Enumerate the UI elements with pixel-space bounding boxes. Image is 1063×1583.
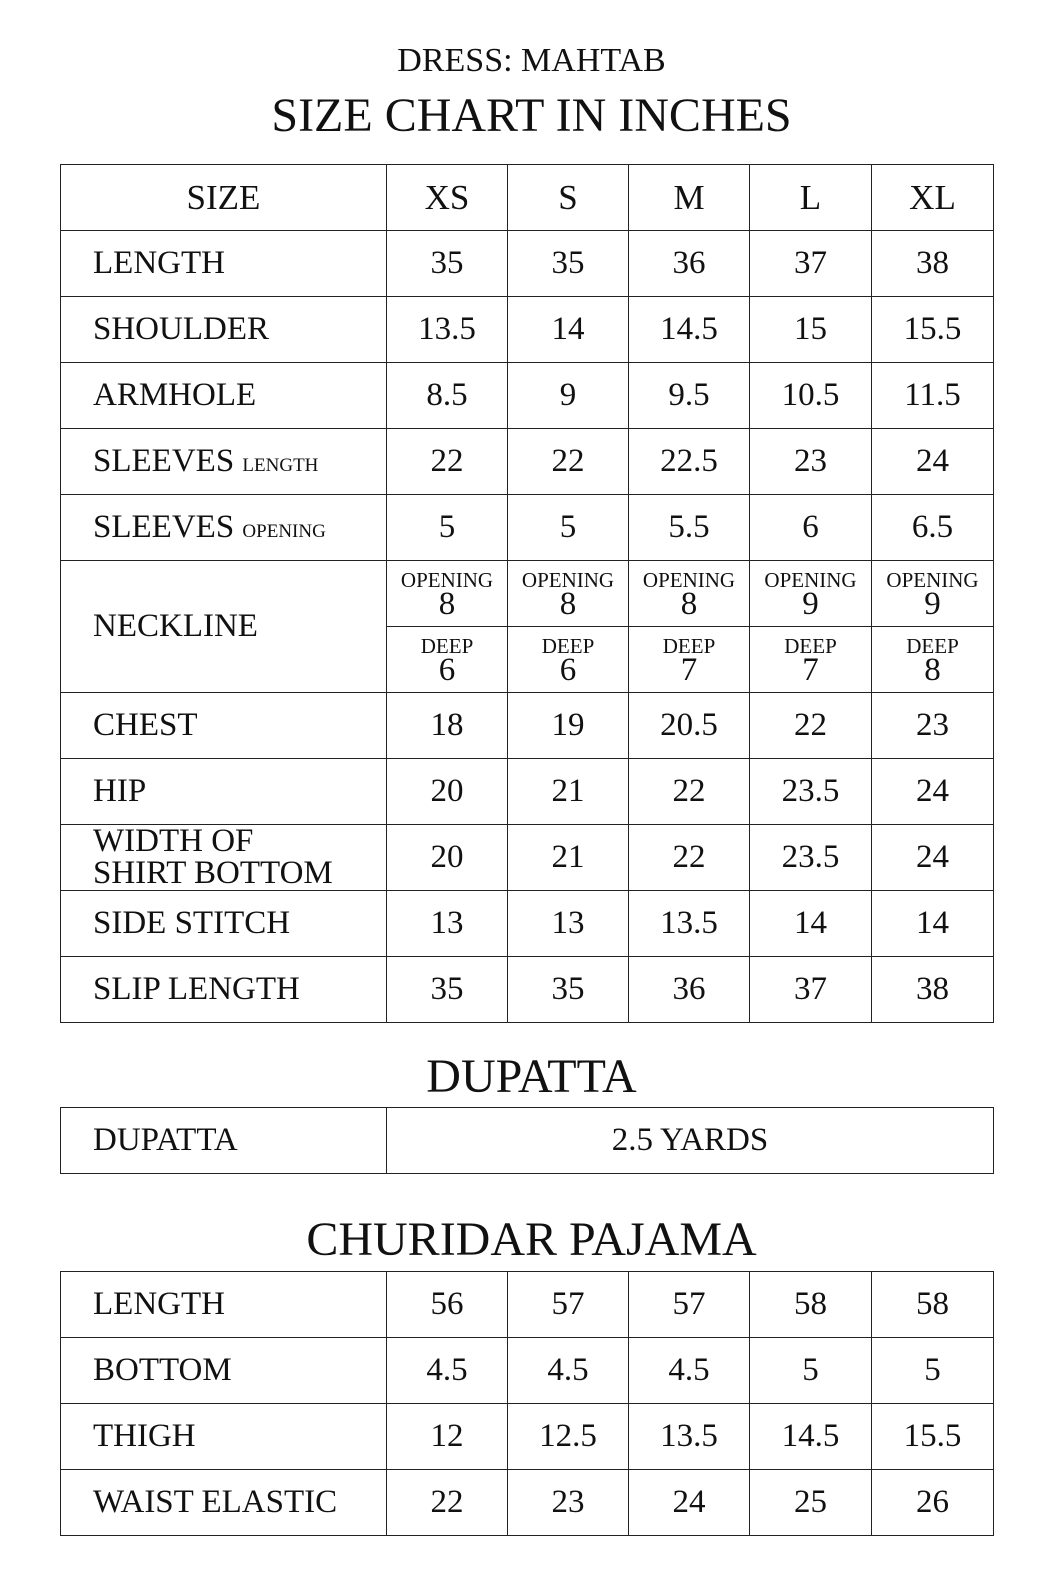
size-header-xs: XS	[387, 165, 508, 231]
deep-value: 6	[559, 651, 577, 688]
cell-value: 35	[387, 957, 508, 1023]
cell-value: 6.5	[872, 495, 994, 561]
row-label-line2: SHIRT BOTTOM	[93, 854, 333, 891]
row-label: LENGTH	[61, 231, 387, 297]
neckline-deep-cell	[750, 627, 872, 693]
row-label: HIP	[61, 759, 387, 825]
table-row-sleeves-length	[61, 429, 994, 495]
cell-value: 9.5	[629, 363, 750, 429]
deep-value: 6	[438, 651, 456, 688]
cell-value: 6	[750, 495, 872, 561]
cell-value: 13	[508, 891, 629, 957]
row-label-sub: OPENING	[242, 521, 326, 542]
row-label-sub: LENGTH	[242, 455, 319, 476]
cell-value: 36	[629, 231, 750, 297]
cell-value: 5.5	[629, 495, 750, 561]
cell-value: 38	[872, 957, 994, 1023]
dress-title: DRESS: MAHTAB	[397, 42, 666, 79]
cell-value: 23.5	[750, 759, 872, 825]
page-title: SIZE CHART IN INCHES	[271, 89, 792, 142]
table-row-shoulder	[61, 297, 994, 363]
deep-label: DEEP	[906, 633, 959, 658]
row-label	[61, 825, 387, 891]
cell-value: 35	[387, 231, 508, 297]
cell-value: 5	[872, 1338, 994, 1404]
deep-label: DEEP	[420, 633, 474, 658]
cell-value: 35	[508, 957, 629, 1023]
size-header-label: SIZE	[61, 165, 387, 231]
row-label: BOTTOM	[61, 1338, 387, 1404]
cell-value: 36	[629, 957, 750, 1023]
churidar-section-title: CHURIDAR PAJAMA	[306, 1213, 757, 1266]
deep-label: DEEP	[784, 633, 837, 658]
cell-value: 24	[629, 1470, 750, 1536]
cell-value: 5	[508, 495, 629, 561]
row-label: CHEST	[61, 693, 387, 759]
cell-value: 5	[750, 1338, 872, 1404]
cell-value: 20.5	[629, 693, 750, 759]
row-label	[61, 429, 387, 495]
row-label: SLIP LENGTH	[61, 957, 387, 1023]
cell-value: 22	[508, 429, 629, 495]
row-label-line1: WIDTH OF	[93, 824, 254, 860]
cell-value: 19	[508, 693, 629, 759]
neckline-opening-cell	[750, 561, 872, 627]
cell-value: 5	[387, 495, 508, 561]
cell-value: 14.5	[629, 297, 750, 363]
cell-value: 24	[872, 825, 994, 891]
row-label-main: SLEEVES	[93, 509, 235, 545]
size-header-s: S	[508, 165, 629, 231]
cell-value: 11.5	[872, 363, 994, 429]
cell-value: 57	[629, 1272, 750, 1338]
cell-value: 22	[387, 429, 508, 495]
table-row-churidar-length	[61, 1272, 994, 1338]
table-row-width-of-shirt-bottom	[61, 825, 994, 891]
row-label: SIDE STITCH	[61, 891, 387, 957]
table-row-churidar-waist-elastic	[61, 1470, 994, 1536]
cell-value: 14.5	[750, 1404, 872, 1470]
cell-value: 22	[387, 1470, 508, 1536]
cell-value: 10.5	[750, 363, 872, 429]
cell-value: 57	[508, 1272, 629, 1338]
table-row-churidar-bottom	[61, 1338, 994, 1404]
cell-value: 22	[750, 693, 872, 759]
neckline-deep-cell	[629, 627, 750, 693]
cell-value: 37	[750, 957, 872, 1023]
cell-value: 35	[508, 231, 629, 297]
neckline-deep-cell	[872, 627, 994, 693]
cell-value: 24	[872, 429, 994, 495]
row-label-main: SLEEVES	[93, 443, 235, 479]
opening-label: OPENING	[886, 567, 979, 592]
table-row-armhole	[61, 363, 994, 429]
churidar-table	[60, 1271, 994, 1536]
neckline-deep-cell	[387, 627, 508, 693]
cell-value: 23	[750, 429, 872, 495]
cell-value: 15.5	[872, 297, 994, 363]
neckline-opening-cell	[872, 561, 994, 627]
opening-value: 9	[802, 585, 819, 622]
cell-value: 24	[872, 759, 994, 825]
deep-label: DEEP	[541, 633, 595, 658]
opening-label: OPENING	[642, 567, 736, 592]
neckline-opening-cell	[508, 561, 629, 627]
cell-value: 9	[508, 363, 629, 429]
cell-value: 13.5	[629, 1404, 750, 1470]
cell-value: 4.5	[629, 1338, 750, 1404]
cell-value: 4.5	[387, 1338, 508, 1404]
row-label-neckline: NECKLINE	[61, 561, 387, 693]
row-label: LENGTH	[61, 1272, 387, 1338]
cell-value: 22	[629, 759, 750, 825]
table-row-chest	[61, 693, 994, 759]
cell-value: 23.5	[750, 825, 872, 891]
size-chart-table	[60, 164, 994, 1023]
cell-value: 12	[387, 1404, 508, 1470]
table-row-neckline-opening	[61, 561, 994, 627]
cell-value: 23	[872, 693, 994, 759]
row-label: WAIST ELASTIC	[61, 1470, 387, 1536]
cell-value: 15	[750, 297, 872, 363]
table-row-dupatta	[61, 1108, 994, 1174]
cell-value: 21	[508, 825, 629, 891]
row-label: DUPATTA	[61, 1108, 387, 1174]
cell-value: 20	[387, 825, 508, 891]
cell-value: 14	[872, 891, 994, 957]
deep-value: 7	[802, 651, 819, 688]
cell-value: 13.5	[387, 297, 508, 363]
dupatta-table	[60, 1107, 994, 1174]
table-row-side-stitch	[61, 891, 994, 957]
dupatta-section-title: DUPATTA	[426, 1050, 637, 1103]
table-row-sleeves-opening	[61, 495, 994, 561]
opening-value: 8	[680, 585, 698, 622]
opening-value: 9	[924, 585, 941, 622]
deep-label: DEEP	[662, 633, 716, 658]
cell-value: 26	[872, 1470, 994, 1536]
table-row-length	[61, 231, 994, 297]
cell-value: 18	[387, 693, 508, 759]
cell-value: 14	[750, 891, 872, 957]
cell-value: 12.5	[508, 1404, 629, 1470]
size-header-l: L	[750, 165, 872, 231]
opening-label: OPENING	[521, 567, 615, 592]
row-label	[61, 495, 387, 561]
cell-value: 37	[750, 231, 872, 297]
table-row-slip-length	[61, 957, 994, 1023]
cell-value: 22.5	[629, 429, 750, 495]
opening-value: 8	[559, 585, 577, 622]
size-header-xl: XL	[872, 165, 994, 231]
opening-label: OPENING	[400, 567, 494, 592]
opening-label: OPENING	[764, 567, 857, 592]
cell-value: 25	[750, 1470, 872, 1536]
deep-value: 7	[680, 651, 698, 688]
row-label: THIGH	[61, 1404, 387, 1470]
dupatta-value: 2.5 YARDS	[387, 1108, 994, 1174]
cell-value: 38	[872, 231, 994, 297]
cell-value: 58	[750, 1272, 872, 1338]
cell-value: 20	[387, 759, 508, 825]
table-row-hip	[61, 759, 994, 825]
cell-value: 14	[508, 297, 629, 363]
cell-value: 23	[508, 1470, 629, 1536]
cell-value: 4.5	[508, 1338, 629, 1404]
cell-value: 15.5	[872, 1404, 994, 1470]
cell-value: 13	[387, 891, 508, 957]
neckline-opening-cell	[387, 561, 508, 627]
opening-value: 8	[438, 585, 456, 622]
cell-value: 22	[629, 825, 750, 891]
cell-value: 8.5	[387, 363, 508, 429]
deep-value: 8	[924, 651, 941, 688]
row-label: SHOULDER	[61, 297, 387, 363]
size-header-row	[61, 165, 994, 231]
cell-value: 58	[872, 1272, 994, 1338]
table-row-churidar-thigh	[61, 1404, 994, 1470]
neckline-opening-cell	[629, 561, 750, 627]
cell-value: 21	[508, 759, 629, 825]
row-label: ARMHOLE	[61, 363, 387, 429]
cell-value: 56	[387, 1272, 508, 1338]
cell-value: 13.5	[629, 891, 750, 957]
neckline-deep-cell	[508, 627, 629, 693]
size-header-m: M	[629, 165, 750, 231]
